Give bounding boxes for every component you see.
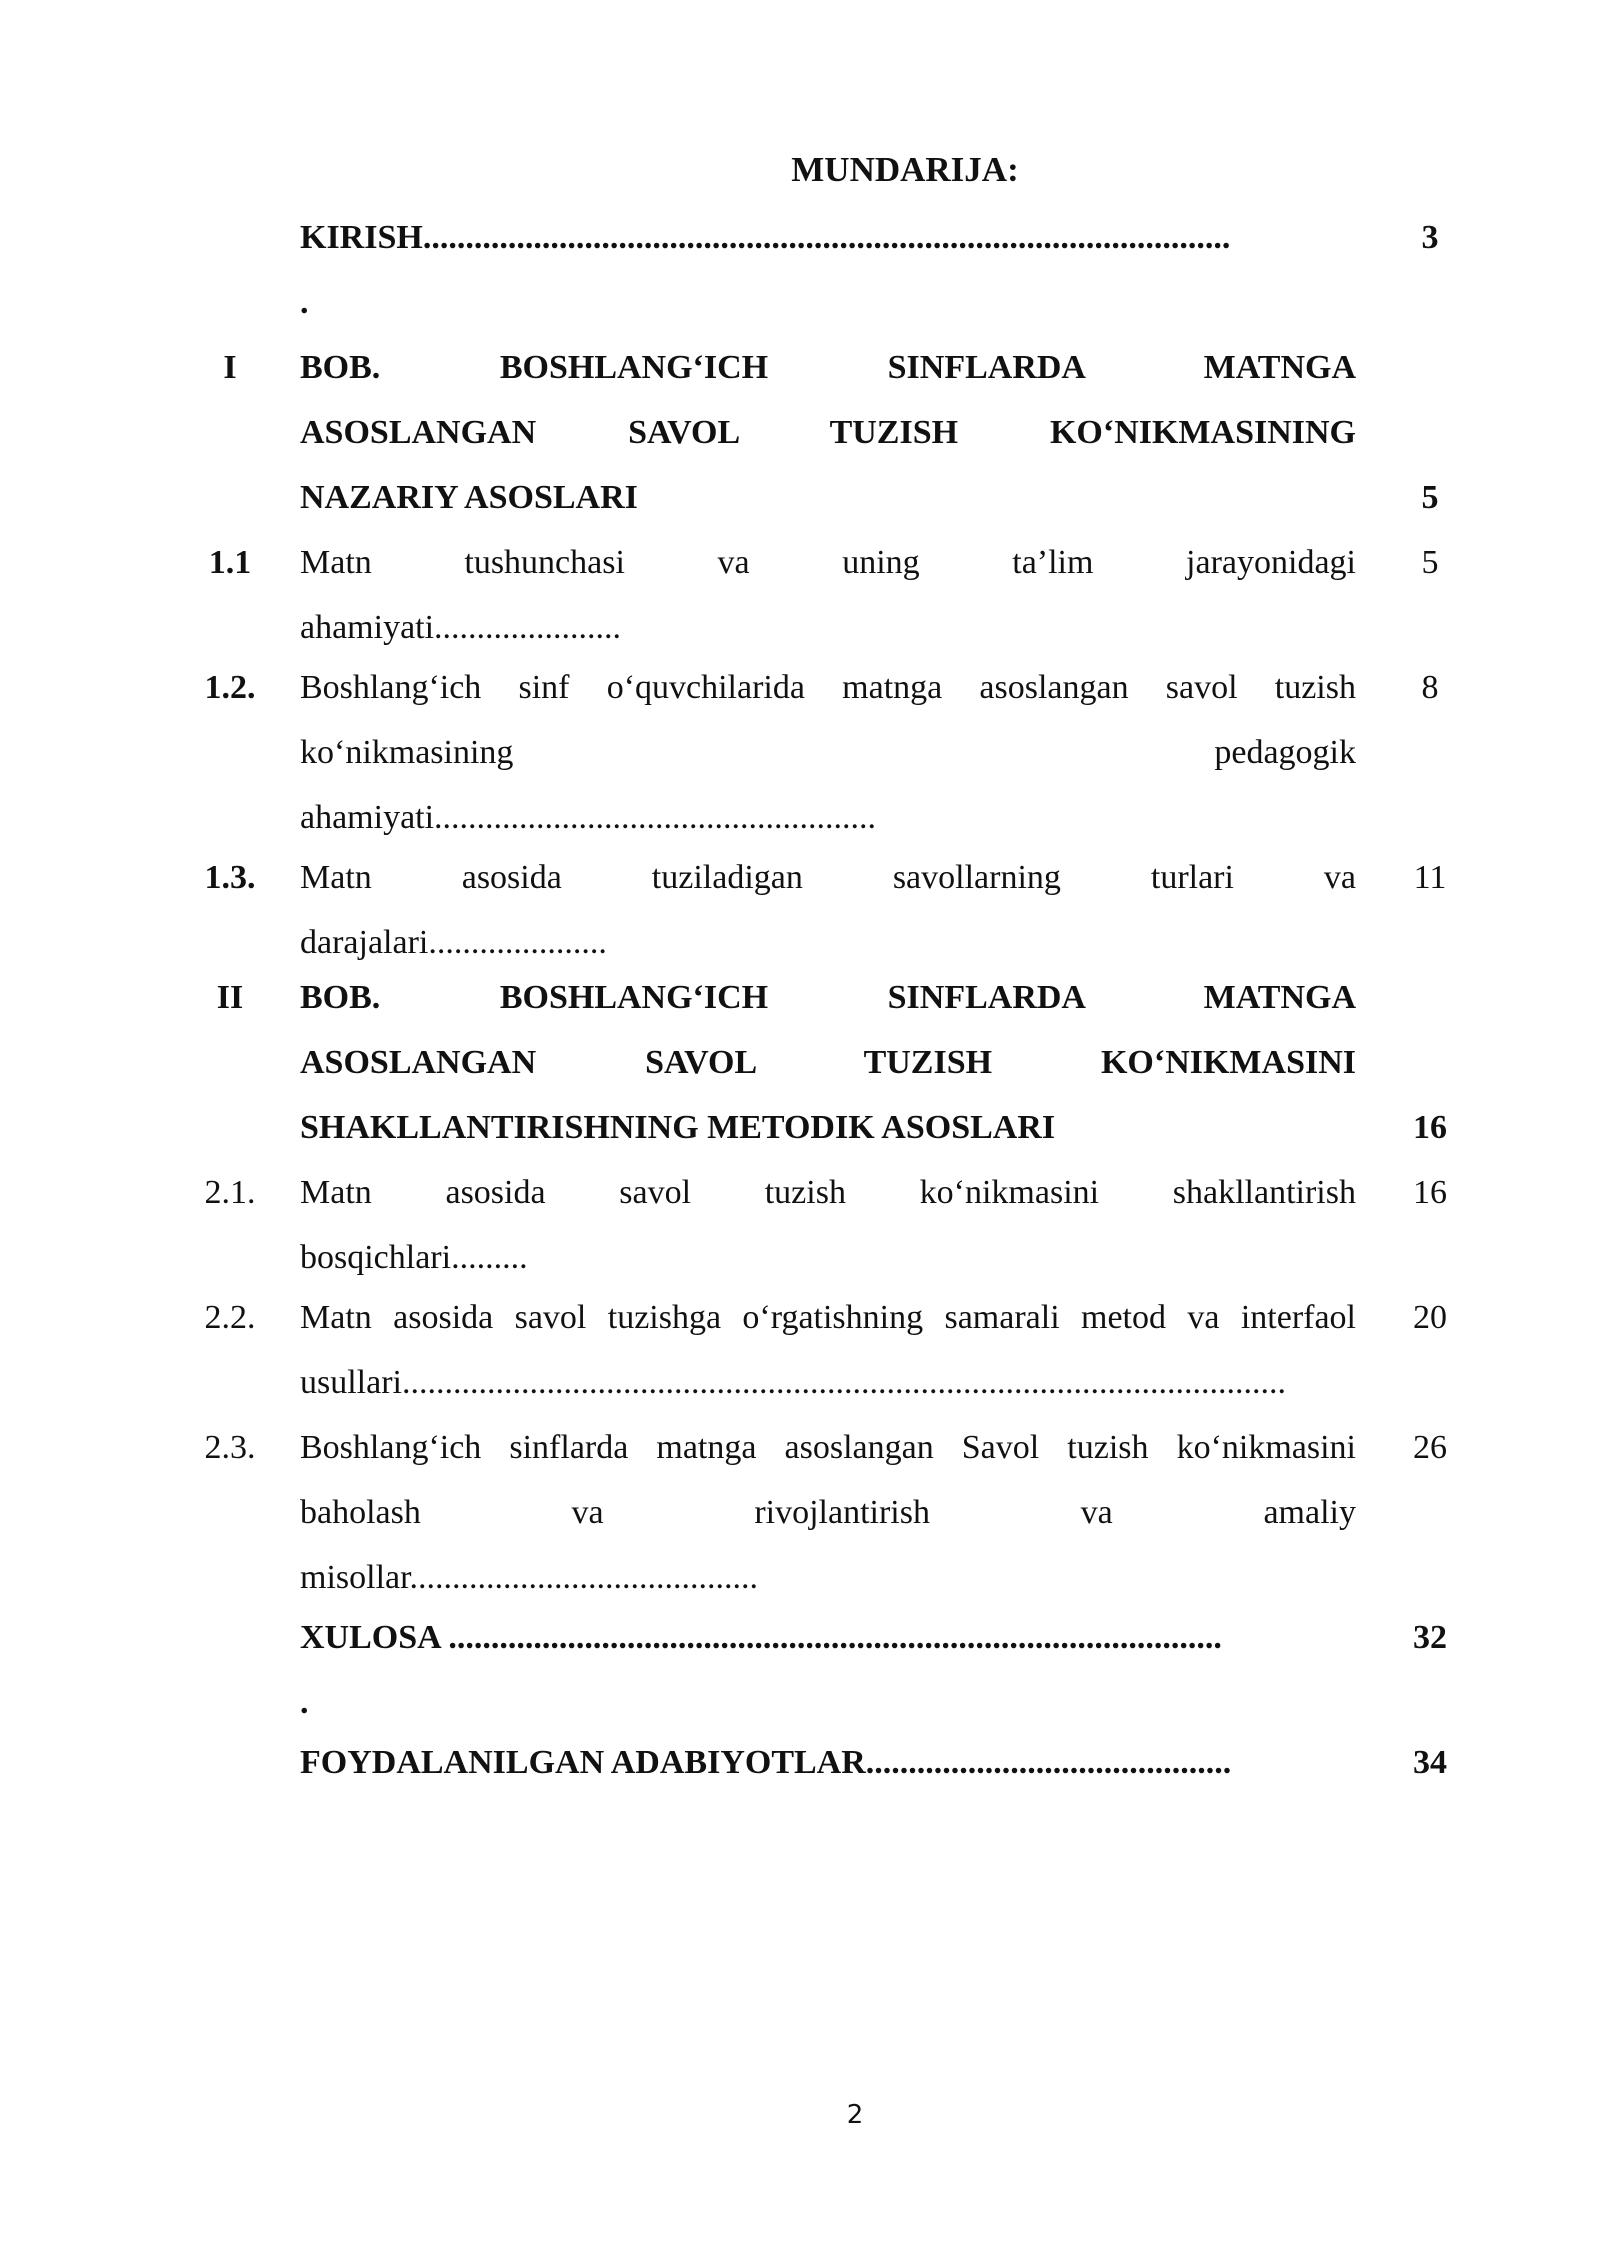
toc-entry-page: 3	[1421, 219, 1439, 256]
toc-entry-text-line: ASOSLANGAN SAVOL TUZISH KO‘NIKMASINING	[300, 414, 1356, 451]
toc-entry-text-line: Matn asosida tuziladigan savollarning turlari va	[300, 859, 1356, 896]
toc-entry-page: 32	[1413, 1619, 1447, 1656]
toc-entry-text-line: darajalari.....................	[300, 924, 607, 961]
toc-entry-number: II	[216, 979, 244, 1016]
toc-entry-text-line: SHAKLLANTIRISHNING METODIK ASOSLARI	[300, 1109, 1056, 1146]
toc-entry-page: 11	[1413, 859, 1447, 896]
toc-entry-text-line: baholash va rivojlantirish va amaliy	[300, 1494, 1356, 1531]
toc-entry-text-line: usullari........................................................................................................	[300, 1364, 1286, 1401]
toc-entry-page: 8	[1421, 669, 1439, 706]
toc-entry-text-line: NAZARIY ASOSLARI	[300, 479, 638, 516]
toc-entry-number: 1.2.	[204, 669, 256, 706]
toc-entry-page: 34	[1413, 1744, 1447, 1781]
toc-entry-page: 5	[1421, 544, 1439, 581]
toc-entry-text-line: Matn asosida savol tuzishga o‘rgatishning samarali metod va interfaol	[300, 1299, 1356, 1336]
toc-entry-text-line: XULOSA ...........................................................................................	[300, 1619, 1222, 1656]
toc-entry-text-line: ko‘nikmasining pedagogik	[300, 734, 1356, 771]
toc-entry-number: 2.1.	[204, 1174, 256, 1211]
toc-entry-text-line: misollar.........................................	[300, 1559, 759, 1596]
toc-entry-text-line: ahamiyati....................................................	[300, 799, 877, 836]
toc-entry-text-line: KIRISH...............................................................................................	[300, 219, 1231, 256]
toc-entry-text-line: BOB. BOSHLANG‘ICH SINFLARDA MATNGA	[300, 349, 1356, 386]
toc-entry-text-line: Boshlang‘ich sinflarda matnga asoslangan Savol tuzish ko‘nikmasini	[300, 1429, 1356, 1466]
toc-entry-page: 16	[1413, 1174, 1447, 1211]
toc-entry-text-line: ahamiyati......................	[300, 609, 622, 646]
page-title: MUNDARIJA:	[791, 150, 1019, 189]
toc-entry-number: 1.3.	[204, 859, 256, 896]
toc-entry-text-line: FOYDALANILGAN ADABIYOTLAR...........................................	[300, 1744, 1232, 1781]
toc-entry-text-line: ASOSLANGAN SAVOL TUZISH KO‘NIKMASINI	[300, 1044, 1356, 1081]
toc-entry-text-line: Matn asosida savol tuzish ko‘nikmasini shakllantirish	[300, 1174, 1356, 1211]
toc-entry-text-line: BOB. BOSHLANG‘ICH SINFLARDA MATNGA	[300, 979, 1356, 1016]
toc-entry-page: 5	[1421, 479, 1439, 516]
toc-entry-number: 2.2.	[204, 1299, 256, 1336]
page-number-footer: 2	[846, 2100, 864, 2130]
toc-entry-number: 1.1	[208, 544, 252, 581]
toc-entry-text-line: .	[300, 284, 309, 321]
toc-entry-text-line: Matn tushunchasi va uning ta’lim jarayonidagi	[300, 544, 1356, 581]
toc-entry-text-line: .	[300, 1684, 309, 1721]
toc-entry-page: 16	[1413, 1109, 1447, 1146]
toc-entry-page: 26	[1413, 1429, 1447, 1466]
toc-entry-number: I	[223, 349, 237, 386]
toc-entry-text-line: Boshlang‘ich sinf o‘quvchilarida matnga asoslangan savol tuzish	[300, 669, 1356, 706]
toc-entry-number: 2.3.	[204, 1429, 256, 1466]
toc-entry-page: 20	[1413, 1299, 1447, 1336]
toc-entry-text-line: bosqichlari.........	[300, 1239, 528, 1276]
